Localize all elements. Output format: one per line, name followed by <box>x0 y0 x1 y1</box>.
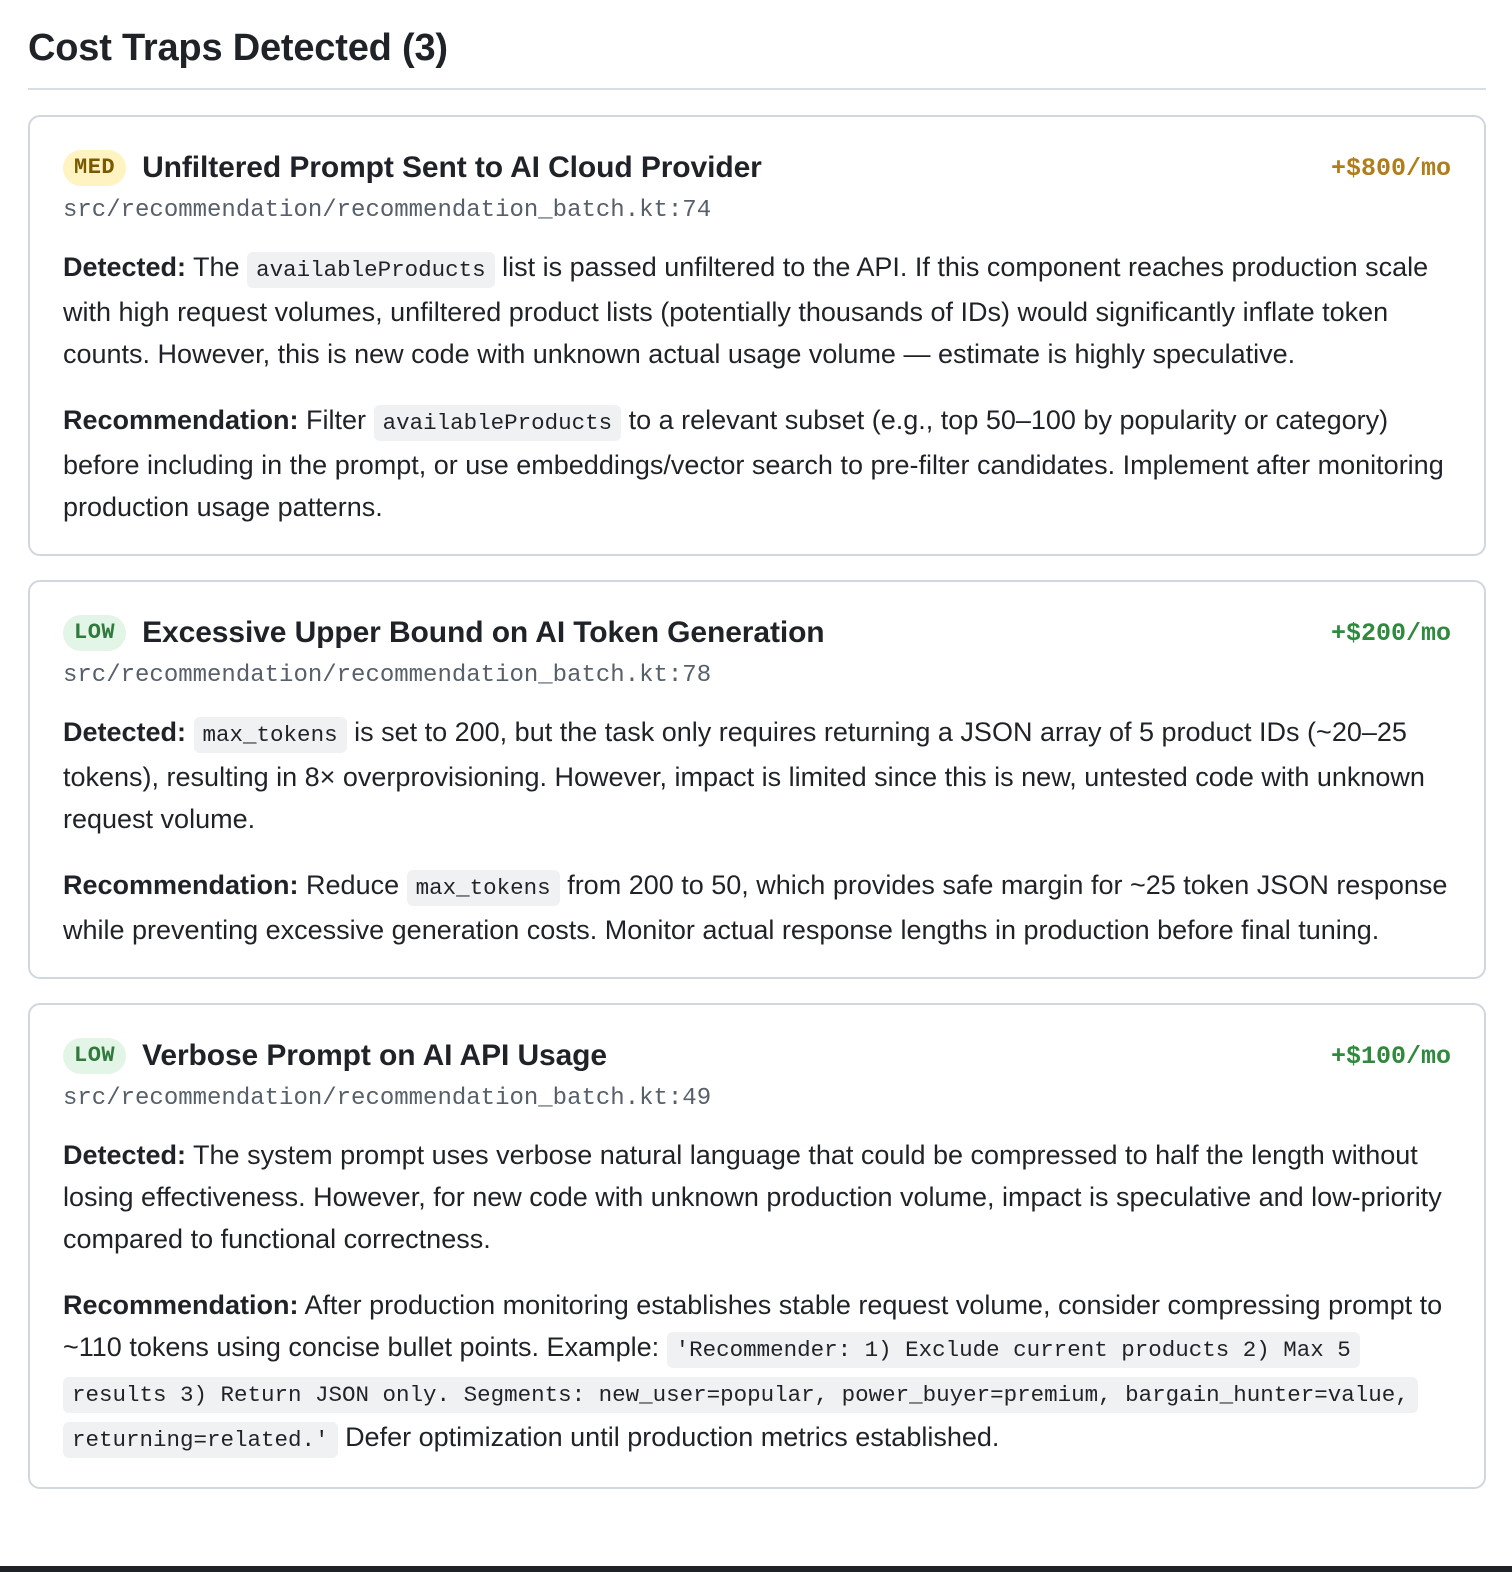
cost-estimate: +$100/mo <box>1330 1041 1451 1071</box>
recommendation-text <box>63 399 1451 528</box>
severity-badge: LOW <box>63 615 126 651</box>
recommendation-text-post: Defer optimization until production metrics established. <box>345 1422 1000 1452</box>
severity-badge: LOW <box>63 1038 126 1074</box>
cost-trap-card <box>28 115 1486 556</box>
cost-trap-card <box>28 1003 1486 1489</box>
detected-text <box>63 246 1451 375</box>
recommendation-label: Recommendation: <box>63 405 299 435</box>
severity-badge: MED <box>63 150 126 186</box>
inline-code: availableProducts <box>247 252 495 288</box>
trap-title: Verbose Prompt on AI API Usage <box>142 1039 607 1072</box>
recommendation-label: Recommendation: <box>63 870 299 900</box>
recommendation-text-post: to a relevant subset (e.g., top 50–100 by popularity or category) before including in the prompt, or use embeddings/vector search to pre-filter candidates. Implement after monitoring production usage patterns. <box>63 405 1444 522</box>
detected-text-post: is set to 200, but the task only requires returning a JSON array of 5 product IDs (~20–25 tokens), resulting in 8× overprovisioning. However, impact is limited since this is new, untested code with unknown request volume. <box>63 717 1425 834</box>
detected-text-post: list is passed unfiltered to the API. If this component reaches production scale with high request volumes, unfiltered product lists (potentially thousands of IDs) would significantly inflate token counts. However, this is new code with unknown actual usage volume — estimate is highly speculative. <box>63 252 1429 369</box>
cost-estimate: +$200/mo <box>1330 618 1451 648</box>
inline-code: max_tokens <box>194 717 347 753</box>
card-header <box>63 1035 1451 1077</box>
detected-text <box>63 711 1451 840</box>
detected-text <box>63 1134 1451 1260</box>
recommendation-text <box>63 864 1451 951</box>
detected-label: Detected: <box>63 717 187 747</box>
recommendation-text <box>63 1284 1451 1461</box>
file-path[interactable]: src/recommendation/recommendation_batch.kt:74 <box>63 197 712 224</box>
cost-estimate: +$800/mo <box>1330 153 1451 183</box>
page-title: Cost Traps Detected (3) <box>28 27 448 69</box>
recommendation-text-post: from 200 to 50, which provides safe margin for ~25 token JSON response while preventing excessive generation costs. Monitor actual response lengths in production before final tuning. <box>63 870 1448 945</box>
title-divider <box>28 88 1486 90</box>
detected-label: Detected: <box>63 252 187 282</box>
bottom-edge <box>0 1566 1512 1572</box>
recommendation-text-pre: After production monitoring establishes stable request volume, consider compressing prompt to ~110 tokens using concise bullet points. Example: <box>63 1290 1443 1362</box>
recommendation-text-pre: Reduce <box>306 870 400 900</box>
recommendation-label: Recommendation: <box>63 1290 299 1320</box>
inline-code: max_tokens <box>407 870 560 906</box>
detected-text-pre: The <box>193 252 240 282</box>
detected-text-body: The system prompt uses verbose natural language that could be compressed to half the length without losing effectiveness. However, for new code with unknown production volume, impact is speculative and low-priority compared to functional correctness. <box>63 1140 1442 1254</box>
trap-title: Excessive Upper Bound on AI Token Generation <box>142 616 825 649</box>
inline-code: availableProducts <box>374 405 622 441</box>
detected-label: Detected: <box>63 1140 187 1170</box>
recommendation-text-pre: Filter <box>306 405 367 435</box>
card-header <box>63 612 1451 654</box>
card-header <box>63 147 1451 189</box>
cost-trap-card <box>28 580 1486 979</box>
file-path[interactable]: src/recommendation/recommendation_batch.kt:49 <box>63 1085 712 1112</box>
inline-code: 'Recommender: 1) Exclude current products 2) Max 5 results 3) Return JSON only. Segments: new_user=popular, power_buyer=premium, bargain_hunter=value, returning=related.' <box>63 1332 1418 1458</box>
trap-title: Unfiltered Prompt Sent to AI Cloud Provider <box>142 151 762 184</box>
file-path[interactable]: src/recommendation/recommendation_batch.kt:78 <box>63 662 712 689</box>
